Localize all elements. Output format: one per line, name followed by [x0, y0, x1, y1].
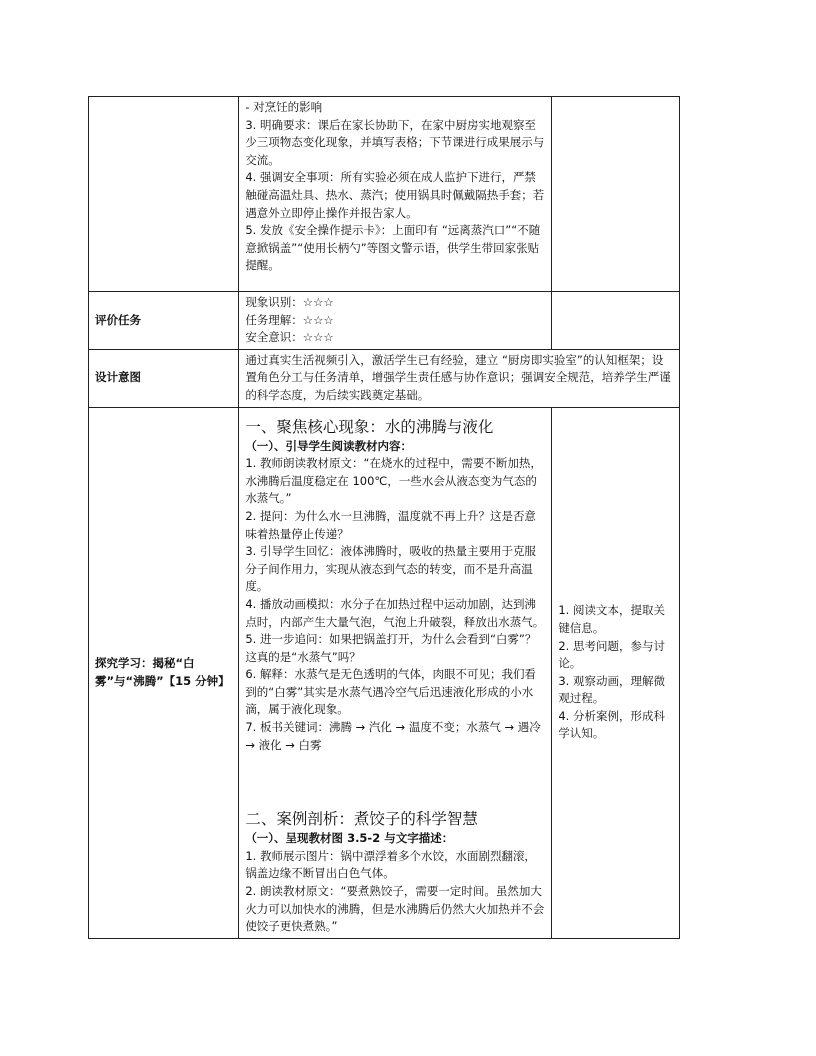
section1-item: 3. 引导学生回忆：液体沸腾时，吸收的热量主要用于克服分子间作用力，实现从液态到气态的转变，而不是升高温度。 — [245, 544, 536, 594]
design-intent-label: 设计意图 — [89, 349, 239, 407]
section1-item: 7. 板书关键词：沸腾 → 汽化 → 温度不变；水蒸气 → 遇冷 → 液化 → 白雾 — [245, 720, 541, 752]
row1-content-cell — [239, 97, 552, 292]
row1-line-3: 5. 发放《安全操作提示卡》：上面印有 “远离蒸汽口”“不随意掀锅盖”“使用长柄勺”等图文警示语，供学生带回家张贴提醒。 — [245, 223, 541, 273]
section2-subtitle: （一）、呈现教材图 3.5-2 与文字描述： — [245, 831, 454, 846]
row-design-intent — [89, 349, 680, 407]
row1-line-1: 3. 明确要求：课后在家长协助下，在家中厨房实地观察至少三项物态变化现象，并填写表格；下节课进行成果展示与交流。 — [245, 117, 545, 167]
row1-line-2: 4. 强调安全事项：所有实验必须在成人监护下进行，严禁触碰高温灶具、热水、蒸汽；使用锅具时佩戴隔热手套；若遇意外立即停止操作并报告家人。 — [245, 170, 545, 220]
row1-line-0: - 对烹饪的影响 — [245, 100, 323, 114]
evaluation-label: 评价任务 — [89, 292, 239, 350]
section1-item: 4. 播放动画模拟：水分子在加热过程中运动加剧，达到沸点时，内部产生大量气泡，气泡上升破裂，释放出水蒸气。 — [245, 596, 545, 629]
design-intent-text: 通过真实生活视频引入，激活学生已有经验，建立 “厨房即实验室”的认知框架；设置角色分工与任务清单，增强学生责任感与协作意识；强调安全规范，培养学生严谨的科学态度，为后续实践奠定基础。 — [239, 349, 680, 407]
section1-title: 一、聚焦核心现象：水的沸腾与液化 — [245, 417, 494, 436]
inquiry-label: 探究学习：揭秘“白雾”与“沸腾”【15 分钟】 — [89, 407, 239, 938]
evaluation-item: 任务理解：☆☆☆ — [245, 312, 334, 327]
section1-item: 1. 教师朗读教材原文：“在烧水的过程中，需要不断加热，水沸腾后温度稳定在 100℃，一些水会从液态变为气态的水蒸气。” — [245, 456, 542, 506]
evaluation-item: 安全意识：☆☆☆ — [245, 330, 334, 345]
evaluation-content-cell — [239, 292, 552, 350]
student-activity-cell — [552, 407, 680, 938]
section1-subtitle: （一）、引导学生阅读教材内容： — [245, 438, 413, 453]
section2-item: 2. 朗读教材原文：“要煮熟饺子，需要一定时间。虽然加大火力可以加快水的沸腾，但是水沸腾后仍然大火加热并不会使饺子更快煮熟。” — [245, 884, 545, 934]
row-inquiry-learning — [89, 407, 680, 938]
section1-item: 2. 提问：为什么水一旦沸腾，温度就不再上升？这是否意味着热量停止传递？ — [245, 508, 536, 541]
section1-item: 6. 解释：水蒸气是无色透明的气体，肉眼不可见；我们看到的“白雾”其实是水蒸气遇冷空气后迅速液化形成的小水滴，属于液化现象。 — [245, 667, 536, 717]
student-activity-item: 4. 分析案例，形成科学认知。 — [558, 708, 665, 741]
student-activity-item: 2. 思考问题，参与讨论。 — [558, 638, 665, 671]
section2-title: 二、案例剖析：煮饺子的科学智慧 — [245, 810, 478, 829]
evaluation-item: 现象识别：☆☆☆ — [245, 295, 334, 309]
student-activity-item: 1. 阅读文本，提取关键信息。 — [558, 603, 665, 635]
row1-activity-cell — [552, 97, 680, 292]
evaluation-empty-cell — [552, 292, 680, 350]
row-evaluation — [89, 292, 680, 350]
section1-item: 5. 进一步追问：如果把锅盖打开，为什么会看到“白雾”？这真的是“水蒸气”吗？ — [245, 632, 537, 664]
section2-item: 1. 教师展示图片：锅中漂浮着多个水饺，水面剧烈翻滚，锅盖边缘不断冒出白色气体。 — [245, 848, 536, 881]
row-teaching-steps — [89, 97, 680, 292]
row1-label-cell — [89, 97, 239, 292]
inquiry-content-cell — [239, 407, 552, 938]
spacer — [245, 754, 545, 802]
student-activity-item: 3. 观察动画，理解微观过程。 — [558, 673, 665, 706]
lesson-plan-table — [88, 96, 680, 939]
